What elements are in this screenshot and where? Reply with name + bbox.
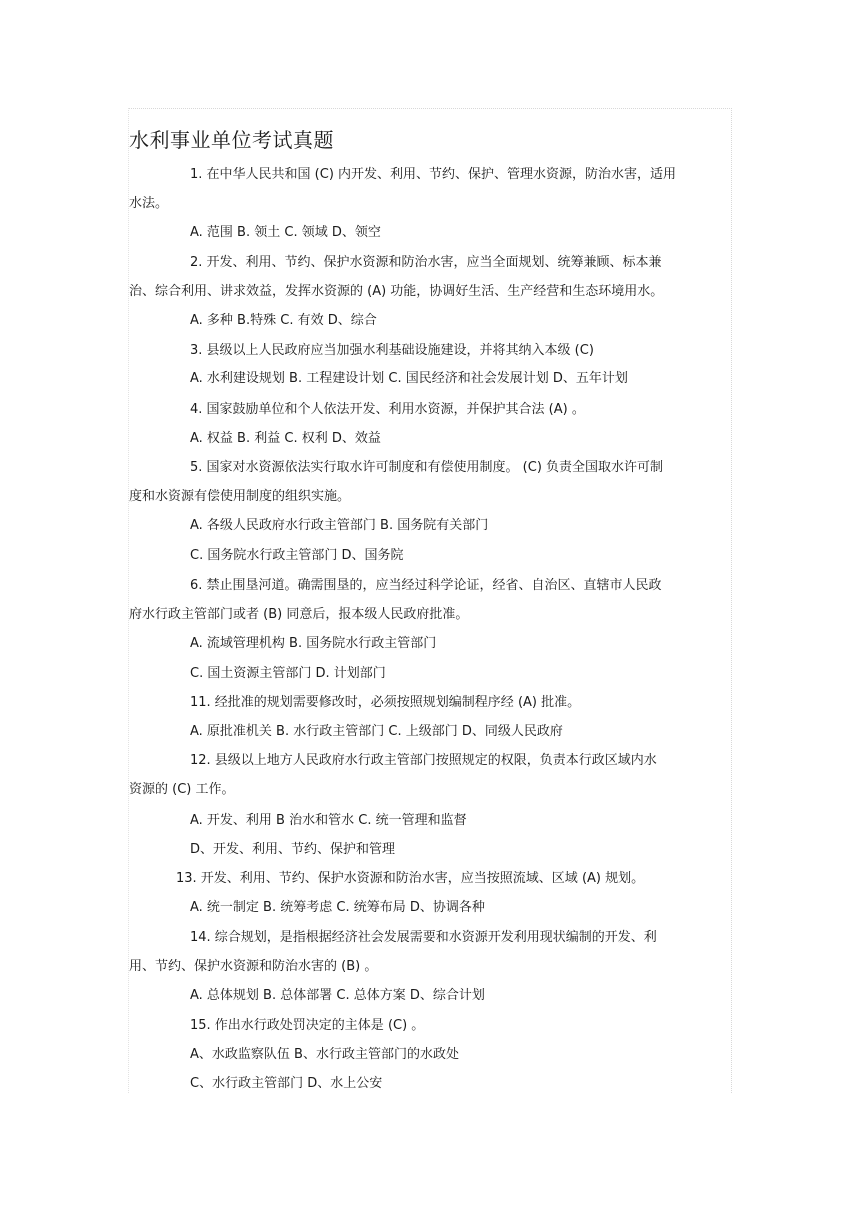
question-5-text-cont: 度和水资源有偿使用制度的组织实施。 [129,489,351,504]
question-4-options: A. 权益 B. 利益 C. 权利 D、效益 [190,431,381,446]
question-6-text-cont: 府水行政主管部门或者 (B) 同意后，报本级人民政府批准。 [129,607,469,622]
question-1-options: A. 范围 B. 领土 C. 领域 D、领空 [190,225,381,240]
question-11-options: A. 原批准机关 B. 水行政主管部门 C. 上级部门 D、同级人民政府 [190,724,563,739]
question-12-options-a-c: A. 开发、利用 B 治水和管水 C. 统一管理和监督 [190,813,467,828]
document-title: 水利事业单位考试真题 [129,128,334,152]
question-5-options-a-b: A. 各级人民政府水行政主管部门 B. 国务院有关部门 [190,518,489,533]
question-2-text: 2. 开发、利用、节约、保护水资源和防治水害，应当全面规划、统筹兼顾、标本兼 [190,255,662,270]
page-border-right [731,108,732,1093]
question-4-text: 4. 国家鼓励单位和个人依法开发、利用水资源，并保护其合法 (A) 。 [190,402,585,417]
question-2-options: A. 多种 B.特殊 C. 有效 D、综合 [190,313,377,328]
question-14-text-cont: 用、节约、保护水资源和防治水害的 (B) 。 [129,959,378,974]
question-2-text-cont: 治、综合利用、讲求效益，发挥水资源的 (A) 功能，协调好生活、生产经营和生态环境用水。 [129,284,664,299]
question-3-text: 3. 县级以上人民政府应当加强水利基础设施建设，并将其纳入本级 (C) [190,343,594,358]
question-6-text: 6. 禁止围垦河道。确需围垦的，应当经过科学论证，经省、自治区、直辖市人民政 [190,578,662,593]
question-3-options: A. 水利建设规划 B. 工程建设计划 C. 国民经济和社会发展计划 D、五年计划 [190,371,628,386]
question-1-text: 1. 在中华人民共和国 (C) 内开发、利用、节约、保护、管理水资源，防治水害，适用 [190,167,677,182]
question-1-text-cont: 水法。 [129,196,169,211]
question-6-options-c-d: C. 国土资源主管部门 D. 计划部门 [190,666,386,681]
question-6-options-a-b: A. 流域管理机构 B. 国务院水行政主管部门 [190,636,437,651]
question-11-text: 11. 经批准的规划需要修改时，必须按照规划编制程序经 (A) 批准。 [190,695,581,710]
question-14-text: 14. 综合规划，是指根据经济社会发展需要和水资源开发利用现状编制的开发、利 [190,930,657,945]
question-12-text-cont: 资源的 (C) 工作。 [129,782,235,797]
question-13-options: A. 统一制定 B. 统筹考虑 C. 统筹布局 D、协调各种 [190,900,485,915]
question-15-options-a-b: A、水政监察队伍 B、水行政主管部门的水政处 [190,1047,459,1062]
question-12-text: 12. 县级以上地方人民政府水行政主管部门按照规定的权限，负责本行政区域内水 [190,753,657,768]
question-14-options: A. 总体规划 B. 总体部署 C. 总体方案 D、综合计划 [190,988,485,1003]
question-5-text: 5. 国家对水资源依法实行取水许可制度和有偿使用制度。 (C) 负责全国取水许可制 [190,460,664,475]
question-12-options-d: D、开发、利用、节约、保护和管理 [190,842,396,857]
question-13-text: 13. 开发、利用、节约、保护水资源和防治水害，应当按照流域、区域 (A) 规划。 [176,871,645,886]
question-15-options-c-d: C、水行政主管部门 D、水上公安 [190,1076,383,1091]
page-border-left [128,108,129,1093]
question-5-options-c-d: C. 国务院水行政主管部门 D、国务院 [190,548,404,563]
page-border-top [128,108,732,109]
question-15-text: 15. 作出水行政处罚决定的主体是 (C) 。 [190,1018,425,1033]
